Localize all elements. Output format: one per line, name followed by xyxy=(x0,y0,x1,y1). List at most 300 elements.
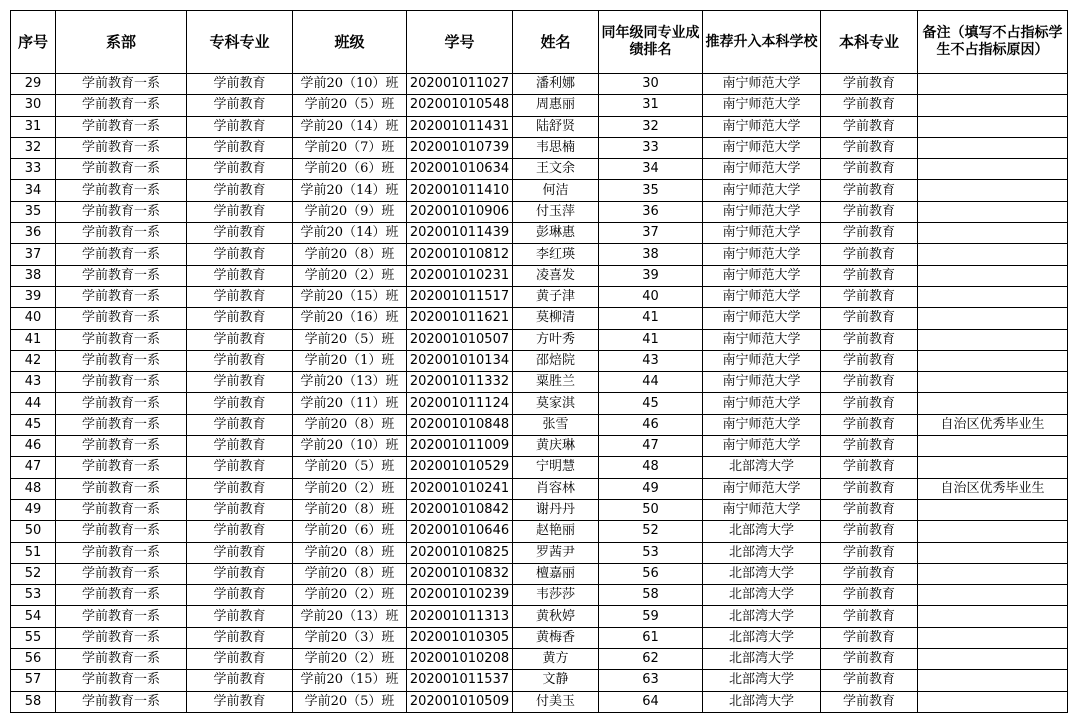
cell-name: 付玉萍 xyxy=(513,201,599,222)
cell-department: 学前教育一系 xyxy=(56,137,187,158)
cell-college-major: 学前教育 xyxy=(187,436,293,457)
cell-class: 学前20（3）班 xyxy=(293,627,407,648)
cell-index: 33 xyxy=(11,159,56,180)
cell-bachelor-major: 学前教育 xyxy=(821,649,918,670)
header-cell-student-id: 学号 xyxy=(407,11,513,74)
table-body xyxy=(11,74,1068,713)
cell-remarks xyxy=(918,329,1068,350)
cell-department: 学前教育一系 xyxy=(56,478,187,499)
cell-bachelor-major: 学前教育 xyxy=(821,308,918,329)
cell-recommended-university: 南宁师范大学 xyxy=(703,116,821,137)
cell-department: 学前教育一系 xyxy=(56,180,187,201)
cell-recommended-university: 北部湾大学 xyxy=(703,521,821,542)
cell-class: 学前20（6）班 xyxy=(293,159,407,180)
table-row xyxy=(11,393,1068,414)
cell-class: 学前20（16）班 xyxy=(293,308,407,329)
cell-remarks xyxy=(918,95,1068,116)
cell-index: 36 xyxy=(11,223,56,244)
cell-rank: 32 xyxy=(599,116,703,137)
cell-bachelor-major: 学前教育 xyxy=(821,223,918,244)
cell-name: 邵焙院 xyxy=(513,350,599,371)
cell-college-major: 学前教育 xyxy=(187,95,293,116)
header-cell-rank: 同年级同专业成绩排名 xyxy=(599,11,703,74)
cell-name: 凌喜发 xyxy=(513,265,599,286)
cell-college-major: 学前教育 xyxy=(187,74,293,95)
cell-student-id: 202001011009 xyxy=(407,436,513,457)
cell-rank: 58 xyxy=(599,585,703,606)
cell-remarks xyxy=(918,436,1068,457)
cell-department: 学前教育一系 xyxy=(56,372,187,393)
cell-student-id: 202001010241 xyxy=(407,478,513,499)
cell-college-major: 学前教育 xyxy=(187,223,293,244)
cell-recommended-university: 南宁师范大学 xyxy=(703,244,821,265)
cell-student-id: 202001011313 xyxy=(407,606,513,627)
cell-department: 学前教育一系 xyxy=(56,606,187,627)
cell-rank: 59 xyxy=(599,606,703,627)
cell-rank: 35 xyxy=(599,180,703,201)
cell-class: 学前20（5）班 xyxy=(293,691,407,712)
cell-college-major: 学前教育 xyxy=(187,649,293,670)
cell-index: 29 xyxy=(11,74,56,95)
cell-college-major: 学前教育 xyxy=(187,606,293,627)
cell-class: 学前20（8）班 xyxy=(293,244,407,265)
cell-class: 学前20（2）班 xyxy=(293,649,407,670)
cell-index: 53 xyxy=(11,585,56,606)
cell-rank: 63 xyxy=(599,670,703,691)
cell-index: 31 xyxy=(11,116,56,137)
table-row xyxy=(11,180,1068,201)
cell-rank: 33 xyxy=(599,137,703,158)
cell-index: 40 xyxy=(11,308,56,329)
cell-student-id: 202001010529 xyxy=(407,457,513,478)
cell-department: 学前教育一系 xyxy=(56,563,187,584)
cell-name: 付美玉 xyxy=(513,691,599,712)
table-row xyxy=(11,223,1068,244)
cell-bachelor-major: 学前教育 xyxy=(821,244,918,265)
cell-department: 学前教育一系 xyxy=(56,542,187,563)
cell-index: 56 xyxy=(11,649,56,670)
header-cell-recommended-university: 推荐升入本科学校 xyxy=(703,11,821,74)
cell-rank: 41 xyxy=(599,329,703,350)
cell-class: 学前20（13）班 xyxy=(293,606,407,627)
table-row xyxy=(11,627,1068,648)
cell-student-id: 202001010231 xyxy=(407,265,513,286)
cell-college-major: 学前教育 xyxy=(187,329,293,350)
cell-college-major: 学前教育 xyxy=(187,265,293,286)
cell-student-id: 202001010646 xyxy=(407,521,513,542)
cell-bachelor-major: 学前教育 xyxy=(821,670,918,691)
table-row xyxy=(11,244,1068,265)
cell-department: 学前教育一系 xyxy=(56,350,187,371)
cell-class: 学前20（11）班 xyxy=(293,393,407,414)
cell-name: 潘利娜 xyxy=(513,74,599,95)
cell-class: 学前20（8）班 xyxy=(293,414,407,435)
table-row xyxy=(11,137,1068,158)
cell-college-major: 学前教育 xyxy=(187,499,293,520)
cell-bachelor-major: 学前教育 xyxy=(821,372,918,393)
table-row xyxy=(11,542,1068,563)
cell-recommended-university: 南宁师范大学 xyxy=(703,478,821,499)
cell-student-id: 202001011537 xyxy=(407,670,513,691)
cell-class: 学前20（14）班 xyxy=(293,223,407,244)
cell-recommended-university: 南宁师范大学 xyxy=(703,201,821,222)
cell-class: 学前20（10）班 xyxy=(293,436,407,457)
cell-remarks xyxy=(918,563,1068,584)
cell-department: 学前教育一系 xyxy=(56,436,187,457)
cell-class: 学前20（10）班 xyxy=(293,74,407,95)
header-cell-college-major: 专科专业 xyxy=(187,11,293,74)
cell-class: 学前20（7）班 xyxy=(293,137,407,158)
table-row xyxy=(11,606,1068,627)
table-row xyxy=(11,521,1068,542)
cell-rank: 46 xyxy=(599,414,703,435)
cell-college-major: 学前教育 xyxy=(187,691,293,712)
cell-rank: 41 xyxy=(599,308,703,329)
table-row xyxy=(11,436,1068,457)
cell-remarks xyxy=(918,116,1068,137)
cell-recommended-university: 南宁师范大学 xyxy=(703,159,821,180)
cell-rank: 45 xyxy=(599,393,703,414)
cell-index: 55 xyxy=(11,627,56,648)
cell-recommended-university: 南宁师范大学 xyxy=(703,286,821,307)
cell-student-id: 202001011621 xyxy=(407,308,513,329)
cell-remarks xyxy=(918,627,1068,648)
cell-name: 何洁 xyxy=(513,180,599,201)
cell-index: 34 xyxy=(11,180,56,201)
header-cell-class: 班级 xyxy=(293,11,407,74)
cell-index: 58 xyxy=(11,691,56,712)
cell-rank: 40 xyxy=(599,286,703,307)
cell-recommended-university: 南宁师范大学 xyxy=(703,95,821,116)
table-row xyxy=(11,350,1068,371)
cell-college-major: 学前教育 xyxy=(187,414,293,435)
cell-recommended-university: 北部湾大学 xyxy=(703,457,821,478)
cell-student-id: 202001010134 xyxy=(407,350,513,371)
cell-index: 47 xyxy=(11,457,56,478)
cell-rank: 53 xyxy=(599,542,703,563)
cell-remarks xyxy=(918,308,1068,329)
table-row xyxy=(11,563,1068,584)
table-row xyxy=(11,414,1068,435)
cell-student-id: 202001011027 xyxy=(407,74,513,95)
cell-index: 35 xyxy=(11,201,56,222)
cell-remarks xyxy=(918,74,1068,95)
table-row xyxy=(11,478,1068,499)
cell-student-id: 202001011124 xyxy=(407,393,513,414)
cell-college-major: 学前教育 xyxy=(187,159,293,180)
cell-department: 学前教育一系 xyxy=(56,244,187,265)
cell-rank: 50 xyxy=(599,499,703,520)
table-row xyxy=(11,649,1068,670)
cell-department: 学前教育一系 xyxy=(56,521,187,542)
table-row xyxy=(11,329,1068,350)
cell-student-id: 202001010812 xyxy=(407,244,513,265)
cell-bachelor-major: 学前教育 xyxy=(821,521,918,542)
cell-department: 学前教育一系 xyxy=(56,308,187,329)
cell-student-id: 202001011410 xyxy=(407,180,513,201)
cell-recommended-university: 南宁师范大学 xyxy=(703,180,821,201)
cell-recommended-university: 南宁师范大学 xyxy=(703,265,821,286)
cell-bachelor-major: 学前教育 xyxy=(821,74,918,95)
cell-name: 檀嘉丽 xyxy=(513,563,599,584)
cell-student-id: 202001010548 xyxy=(407,95,513,116)
cell-recommended-university: 北部湾大学 xyxy=(703,563,821,584)
cell-department: 学前教育一系 xyxy=(56,414,187,435)
cell-rank: 38 xyxy=(599,244,703,265)
cell-class: 学前20（9）班 xyxy=(293,201,407,222)
cell-recommended-university: 南宁师范大学 xyxy=(703,308,821,329)
cell-college-major: 学前教育 xyxy=(187,137,293,158)
cell-remarks xyxy=(918,159,1068,180)
cell-department: 学前教育一系 xyxy=(56,265,187,286)
cell-department: 学前教育一系 xyxy=(56,74,187,95)
cell-student-id: 202001010825 xyxy=(407,542,513,563)
cell-department: 学前教育一系 xyxy=(56,201,187,222)
cell-remarks xyxy=(918,606,1068,627)
cell-class: 学前20（8）班 xyxy=(293,542,407,563)
cell-rank: 36 xyxy=(599,201,703,222)
cell-index: 41 xyxy=(11,329,56,350)
cell-department: 学前教育一系 xyxy=(56,116,187,137)
cell-department: 学前教育一系 xyxy=(56,649,187,670)
cell-name: 黄子津 xyxy=(513,286,599,307)
cell-remarks xyxy=(918,180,1068,201)
table-row xyxy=(11,95,1068,116)
cell-name: 李红瑛 xyxy=(513,244,599,265)
cell-student-id: 202001011517 xyxy=(407,286,513,307)
cell-remarks xyxy=(918,521,1068,542)
cell-college-major: 学前教育 xyxy=(187,478,293,499)
cell-recommended-university: 南宁师范大学 xyxy=(703,74,821,95)
cell-bachelor-major: 学前教育 xyxy=(821,414,918,435)
cell-rank: 62 xyxy=(599,649,703,670)
cell-index: 52 xyxy=(11,563,56,584)
cell-remarks xyxy=(918,670,1068,691)
cell-class: 学前20（8）班 xyxy=(293,563,407,584)
cell-bachelor-major: 学前教育 xyxy=(821,201,918,222)
cell-college-major: 学前教育 xyxy=(187,201,293,222)
cell-name: 罗茜尹 xyxy=(513,542,599,563)
cell-remarks xyxy=(918,393,1068,414)
cell-bachelor-major: 学前教育 xyxy=(821,606,918,627)
cell-class: 学前20（2）班 xyxy=(293,585,407,606)
cell-college-major: 学前教育 xyxy=(187,563,293,584)
cell-rank: 34 xyxy=(599,159,703,180)
cell-remarks xyxy=(918,542,1068,563)
cell-remarks xyxy=(918,649,1068,670)
cell-rank: 48 xyxy=(599,457,703,478)
cell-index: 44 xyxy=(11,393,56,414)
cell-index: 46 xyxy=(11,436,56,457)
cell-student-id: 202001010832 xyxy=(407,563,513,584)
cell-rank: 47 xyxy=(599,436,703,457)
student-recommendation-table xyxy=(10,10,1068,713)
table-row xyxy=(11,499,1068,520)
cell-student-id: 202001010509 xyxy=(407,691,513,712)
cell-department: 学前教育一系 xyxy=(56,159,187,180)
cell-recommended-university: 南宁师范大学 xyxy=(703,414,821,435)
cell-bachelor-major: 学前教育 xyxy=(821,691,918,712)
table-row xyxy=(11,372,1068,393)
cell-rank: 39 xyxy=(599,265,703,286)
cell-name: 韦莎莎 xyxy=(513,585,599,606)
cell-recommended-university: 北部湾大学 xyxy=(703,649,821,670)
cell-rank: 44 xyxy=(599,372,703,393)
cell-name: 韦思楠 xyxy=(513,137,599,158)
cell-college-major: 学前教育 xyxy=(187,180,293,201)
cell-rank: 49 xyxy=(599,478,703,499)
cell-rank: 31 xyxy=(599,95,703,116)
cell-bachelor-major: 学前教育 xyxy=(821,542,918,563)
cell-remarks xyxy=(918,286,1068,307)
cell-college-major: 学前教育 xyxy=(187,457,293,478)
table-row xyxy=(11,74,1068,95)
table-row xyxy=(11,116,1068,137)
cell-bachelor-major: 学前教育 xyxy=(821,265,918,286)
cell-name: 肖容林 xyxy=(513,478,599,499)
cell-department: 学前教育一系 xyxy=(56,670,187,691)
cell-recommended-university: 北部湾大学 xyxy=(703,670,821,691)
cell-bachelor-major: 学前教育 xyxy=(821,627,918,648)
table-row xyxy=(11,159,1068,180)
cell-recommended-university: 南宁师范大学 xyxy=(703,499,821,520)
cell-recommended-university: 北部湾大学 xyxy=(703,542,821,563)
header-cell-index: 序号 xyxy=(11,11,56,74)
cell-remarks xyxy=(918,691,1068,712)
cell-bachelor-major: 学前教育 xyxy=(821,393,918,414)
cell-remarks xyxy=(918,223,1068,244)
cell-rank: 61 xyxy=(599,627,703,648)
cell-recommended-university: 南宁师范大学 xyxy=(703,436,821,457)
cell-class: 学前20（5）班 xyxy=(293,457,407,478)
cell-class: 学前20（1）班 xyxy=(293,350,407,371)
cell-remarks xyxy=(918,137,1068,158)
cell-name: 谢丹丹 xyxy=(513,499,599,520)
cell-remarks: 自治区优秀毕业生 xyxy=(918,414,1068,435)
cell-department: 学前教育一系 xyxy=(56,691,187,712)
cell-department: 学前教育一系 xyxy=(56,95,187,116)
cell-college-major: 学前教育 xyxy=(187,286,293,307)
cell-index: 54 xyxy=(11,606,56,627)
cell-class: 学前20（6）班 xyxy=(293,521,407,542)
cell-remarks xyxy=(918,499,1068,520)
cell-college-major: 学前教育 xyxy=(187,627,293,648)
cell-name: 彭琳惠 xyxy=(513,223,599,244)
cell-index: 48 xyxy=(11,478,56,499)
cell-class: 学前20（14）班 xyxy=(293,116,407,137)
cell-student-id: 202001010239 xyxy=(407,585,513,606)
cell-student-id: 202001010848 xyxy=(407,414,513,435)
cell-name: 黄庆琳 xyxy=(513,436,599,457)
cell-rank: 64 xyxy=(599,691,703,712)
cell-rank: 37 xyxy=(599,223,703,244)
cell-student-id: 202001011431 xyxy=(407,116,513,137)
cell-student-id: 202001010739 xyxy=(407,137,513,158)
cell-bachelor-major: 学前教育 xyxy=(821,457,918,478)
cell-student-id: 202001010208 xyxy=(407,649,513,670)
cell-name: 宁明慧 xyxy=(513,457,599,478)
cell-remarks xyxy=(918,244,1068,265)
cell-department: 学前教育一系 xyxy=(56,499,187,520)
header-cell-remarks: 备注（填写不占指标学生不占指标原因） xyxy=(918,11,1068,74)
cell-student-id: 202001010507 xyxy=(407,329,513,350)
cell-remarks xyxy=(918,350,1068,371)
cell-department: 学前教育一系 xyxy=(56,223,187,244)
cell-department: 学前教育一系 xyxy=(56,393,187,414)
cell-department: 学前教育一系 xyxy=(56,457,187,478)
cell-remarks xyxy=(918,585,1068,606)
cell-name: 张雪 xyxy=(513,414,599,435)
cell-name: 黄梅香 xyxy=(513,627,599,648)
cell-index: 38 xyxy=(11,265,56,286)
cell-bachelor-major: 学前教育 xyxy=(821,499,918,520)
cell-recommended-university: 南宁师范大学 xyxy=(703,350,821,371)
cell-index: 42 xyxy=(11,350,56,371)
table-row xyxy=(11,670,1068,691)
cell-bachelor-major: 学前教育 xyxy=(821,180,918,201)
table-row xyxy=(11,286,1068,307)
cell-department: 学前教育一系 xyxy=(56,627,187,648)
cell-name: 方叶秀 xyxy=(513,329,599,350)
cell-bachelor-major: 学前教育 xyxy=(821,95,918,116)
header-cell-department: 系部 xyxy=(56,11,187,74)
cell-recommended-university: 北部湾大学 xyxy=(703,691,821,712)
cell-index: 32 xyxy=(11,137,56,158)
cell-bachelor-major: 学前教育 xyxy=(821,329,918,350)
table-row xyxy=(11,585,1068,606)
cell-student-id: 202001010906 xyxy=(407,201,513,222)
cell-name: 陆舒贤 xyxy=(513,116,599,137)
cell-index: 37 xyxy=(11,244,56,265)
cell-college-major: 学前教育 xyxy=(187,116,293,137)
cell-college-major: 学前教育 xyxy=(187,521,293,542)
cell-class: 学前20（5）班 xyxy=(293,329,407,350)
cell-name: 文静 xyxy=(513,670,599,691)
cell-student-id: 202001010305 xyxy=(407,627,513,648)
table-row xyxy=(11,457,1068,478)
cell-class: 学前20（8）班 xyxy=(293,499,407,520)
cell-bachelor-major: 学前教育 xyxy=(821,137,918,158)
cell-department: 学前教育一系 xyxy=(56,585,187,606)
table-row xyxy=(11,201,1068,222)
cell-index: 57 xyxy=(11,670,56,691)
cell-college-major: 学前教育 xyxy=(187,542,293,563)
cell-name: 黄秋婷 xyxy=(513,606,599,627)
cell-college-major: 学前教育 xyxy=(187,585,293,606)
cell-class: 学前20（13）班 xyxy=(293,372,407,393)
cell-bachelor-major: 学前教育 xyxy=(821,350,918,371)
header-row xyxy=(11,11,1068,74)
cell-index: 50 xyxy=(11,521,56,542)
cell-bachelor-major: 学前教育 xyxy=(821,159,918,180)
cell-remarks xyxy=(918,457,1068,478)
cell-rank: 52 xyxy=(599,521,703,542)
cell-recommended-university: 南宁师范大学 xyxy=(703,329,821,350)
cell-class: 学前20（14）班 xyxy=(293,180,407,201)
cell-remarks xyxy=(918,372,1068,393)
cell-name: 粟胜兰 xyxy=(513,372,599,393)
cell-rank: 56 xyxy=(599,563,703,584)
header-cell-name: 姓名 xyxy=(513,11,599,74)
cell-name: 莫柳清 xyxy=(513,308,599,329)
cell-name: 周惠丽 xyxy=(513,95,599,116)
cell-class: 学前20（5）班 xyxy=(293,95,407,116)
cell-bachelor-major: 学前教育 xyxy=(821,286,918,307)
cell-bachelor-major: 学前教育 xyxy=(821,585,918,606)
cell-college-major: 学前教育 xyxy=(187,350,293,371)
cell-student-id: 202001011439 xyxy=(407,223,513,244)
table-row xyxy=(11,308,1068,329)
